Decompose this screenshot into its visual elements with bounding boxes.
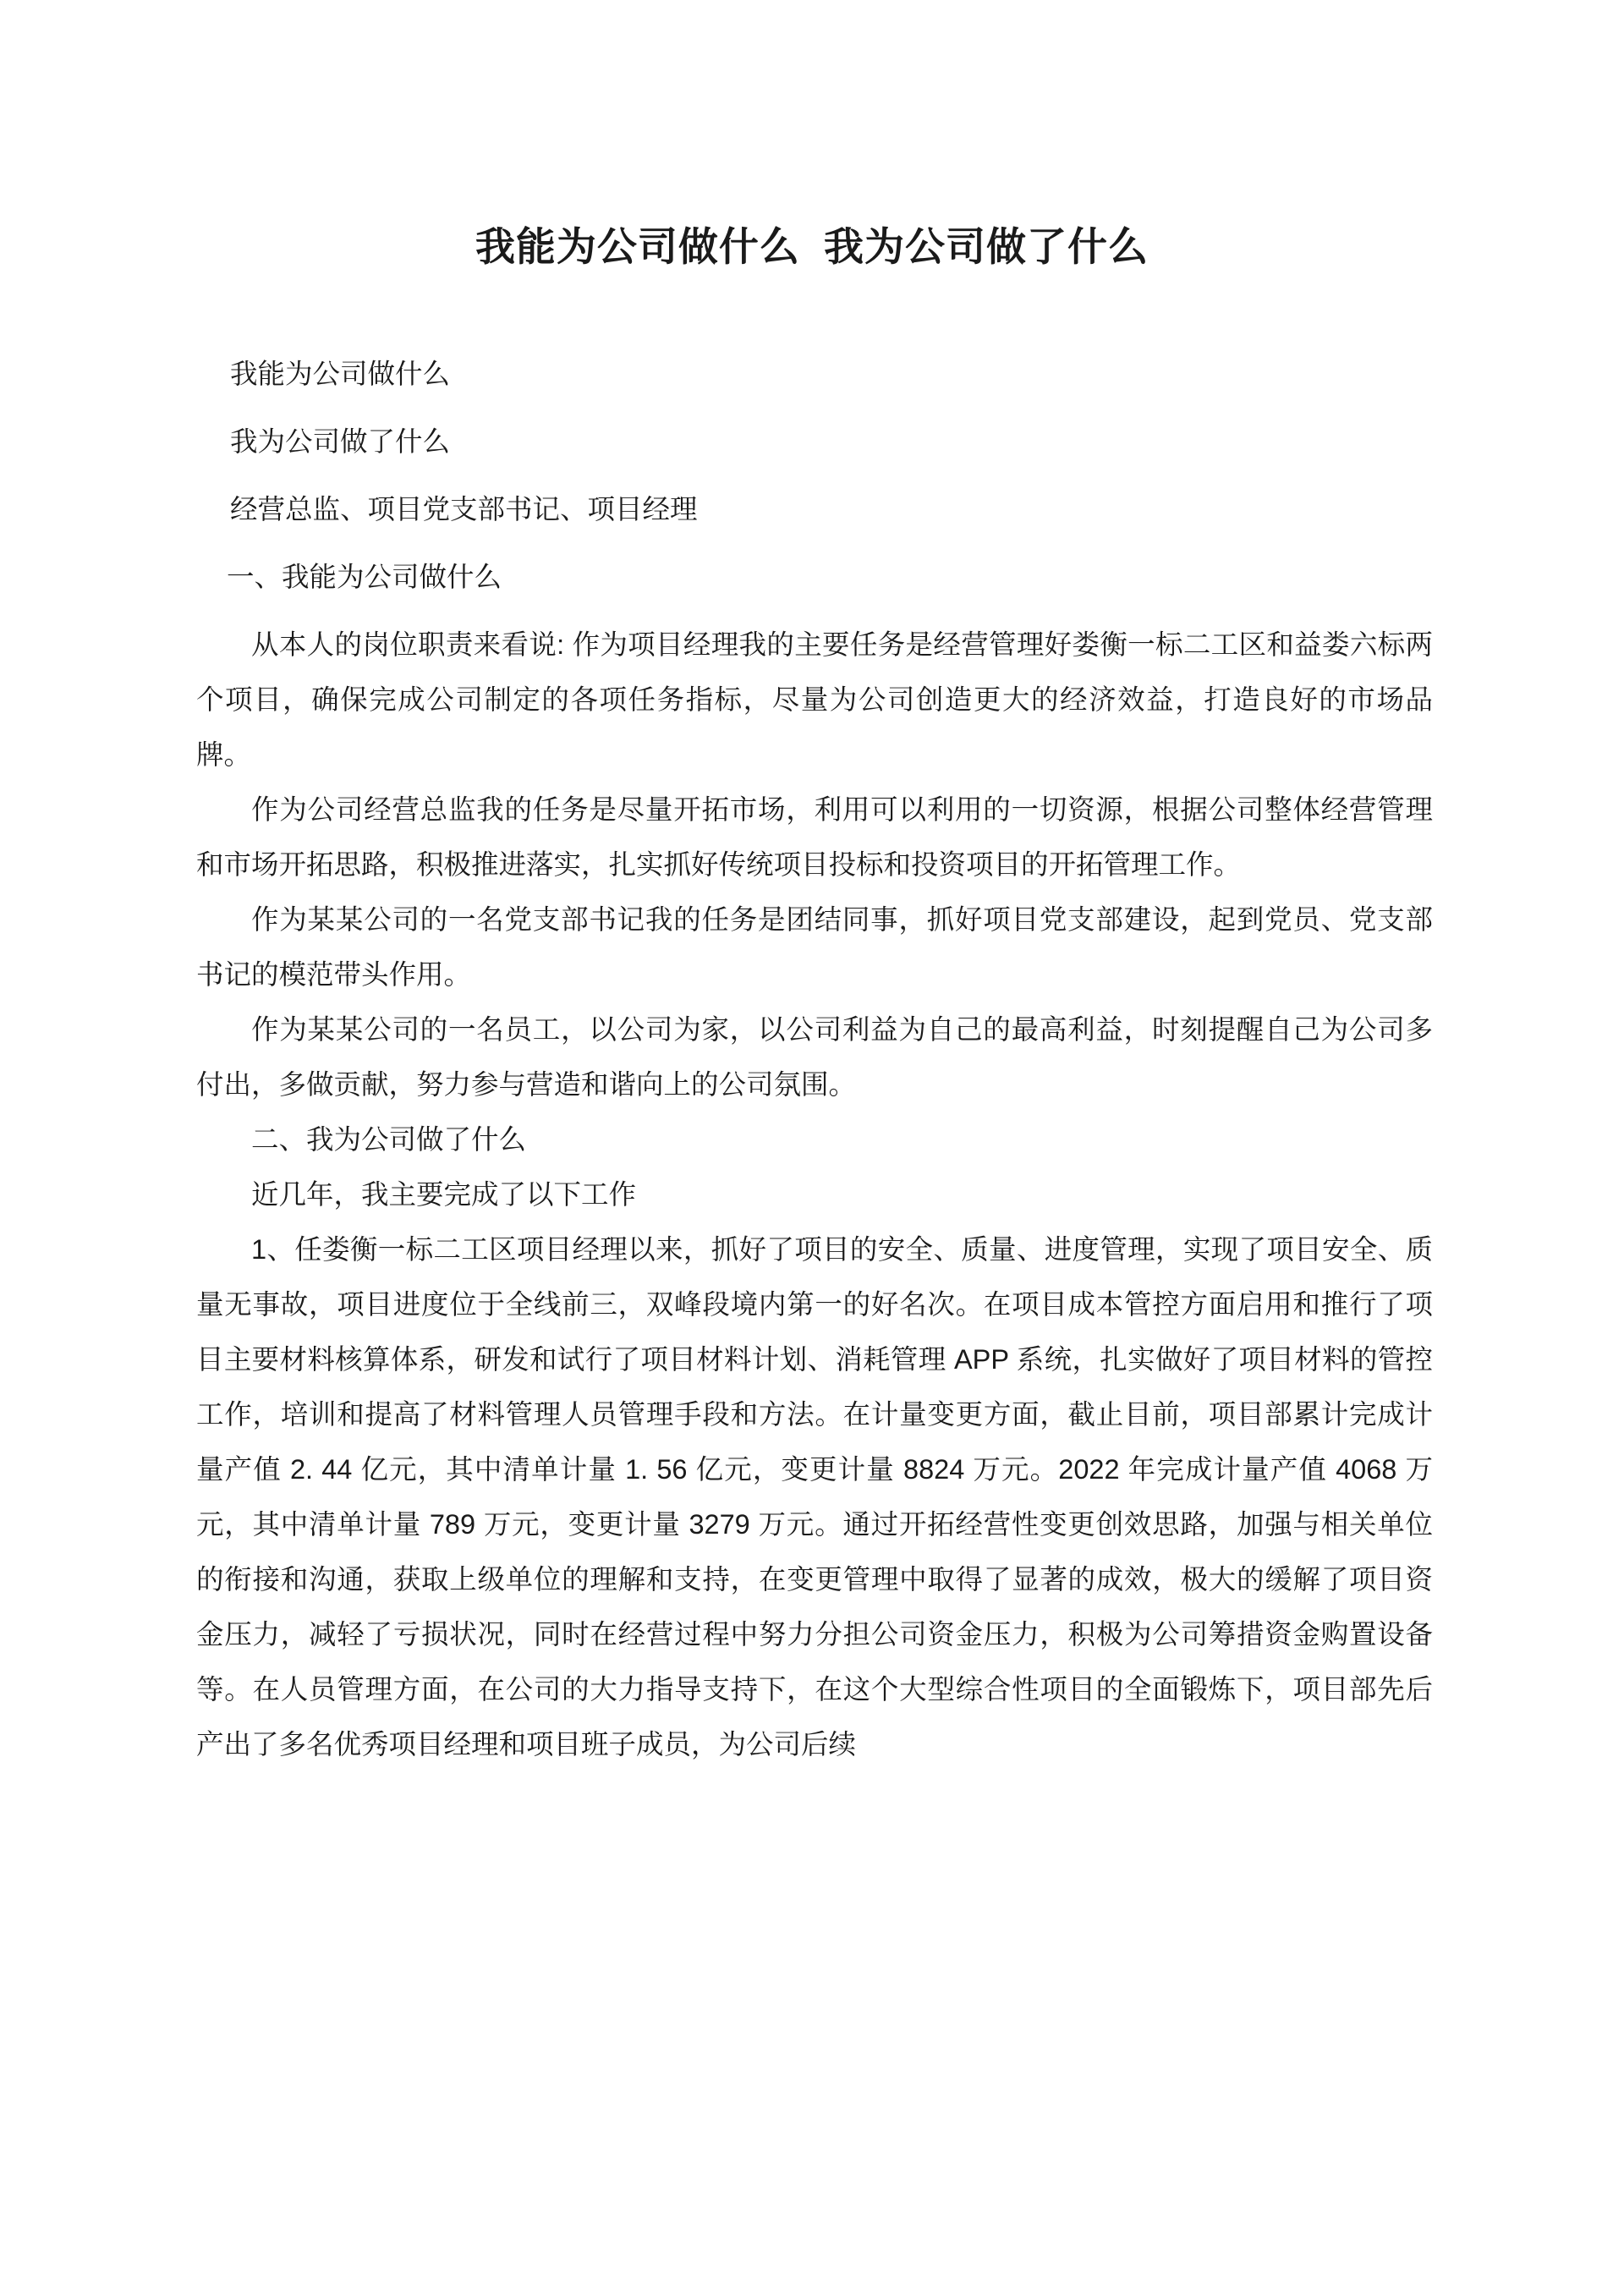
section-heading-one: 一、我能为公司做什么 <box>227 562 502 592</box>
document-body <box>196 347 1433 1772</box>
section-two-intro: 近几年，我主要完成了以下工作 <box>251 1179 637 1210</box>
page-title: 我能为公司做什么 我为公司做了什么 <box>475 224 1149 270</box>
lead-line-3: 经营总监、项目党支部书记、项目经理 <box>230 494 698 524</box>
section-heading-two: 二、我为公司做了什么 <box>251 1124 527 1155</box>
lead-line-1: 我能为公司做什么 <box>230 359 451 389</box>
section-two-item-1: 1、任娄衡一标二工区项目经理以来，抓好了项目的安全、质量、进度管理，实现了项目安全、质量无事故，项目进度位于全线前三，双峰段境内第一的好名次。在项目成本管控方面启用和推行了项目主要材料核算体系，研发和试行了项目材料计划、消耗管理 APP 系统，扎实做好了项目材料的管控工作，培训和提高了材料管理人员管理手段和方法。在计量变更方面，截止目前，项目部累计完成计量产值 2. 44 亿元，其中清单计量 1. 56 亿元，变更计量 8824 万元。2022 年完成计量产值 4068 万元，其中清单计量 789 万元，变更计量 3279 万元。通过开拓经营性变更创效思路，加强与相关单位的衔接和沟通，获取上级单位的理解和支持，在变更管理中取得了显著的成效，极大的缓解了项目资金压力，减轻了亏损状况，同时在经营过程中努力分担公司资金压力，积极为公司筹措资金购置设备等。在人员管理方面，在公司的大力指导支持下，在这个大型综合性项目的全面锻炼下，项目部先后产出了多名优秀项目经理和项目班子成员，为公司后续 <box>196 1234 1433 1760</box>
section-one-paragraph-4: 作为某某公司的一名员工，以公司为家，以公司利益为自己的最高利益，时刻提醒自己为公司多付出，多做贡献，努力参与营造和谐向上的公司氛围。 <box>196 1014 1433 1100</box>
section-one-paragraph-2: 作为公司经营总监我的任务是尽量开拓市场，利用可以利用的一切资源，根据公司整体经营管理和市场开拓思路，积极推进落实，扎实抓好传统项目投标和投资项目的开拓管理工作。 <box>196 794 1433 880</box>
section-one-paragraph-3: 作为某某公司的一名党支部书记我的任务是团结同事，抓好项目党支部建设，起到党员、党支部书记的模范带头作用。 <box>196 904 1433 990</box>
section-one-paragraph-1: 从本人的岗位职责来看说: 作为项目经理我的主要任务是经营管理好娄衡一标二工区和益娄六标两个项目，确保完成公司制定的各项任务指标，尽量为公司创造更大的经济效益，打造良好的市场品牌。 <box>196 629 1433 770</box>
lead-line-2: 我为公司做了什么 <box>230 426 451 457</box>
